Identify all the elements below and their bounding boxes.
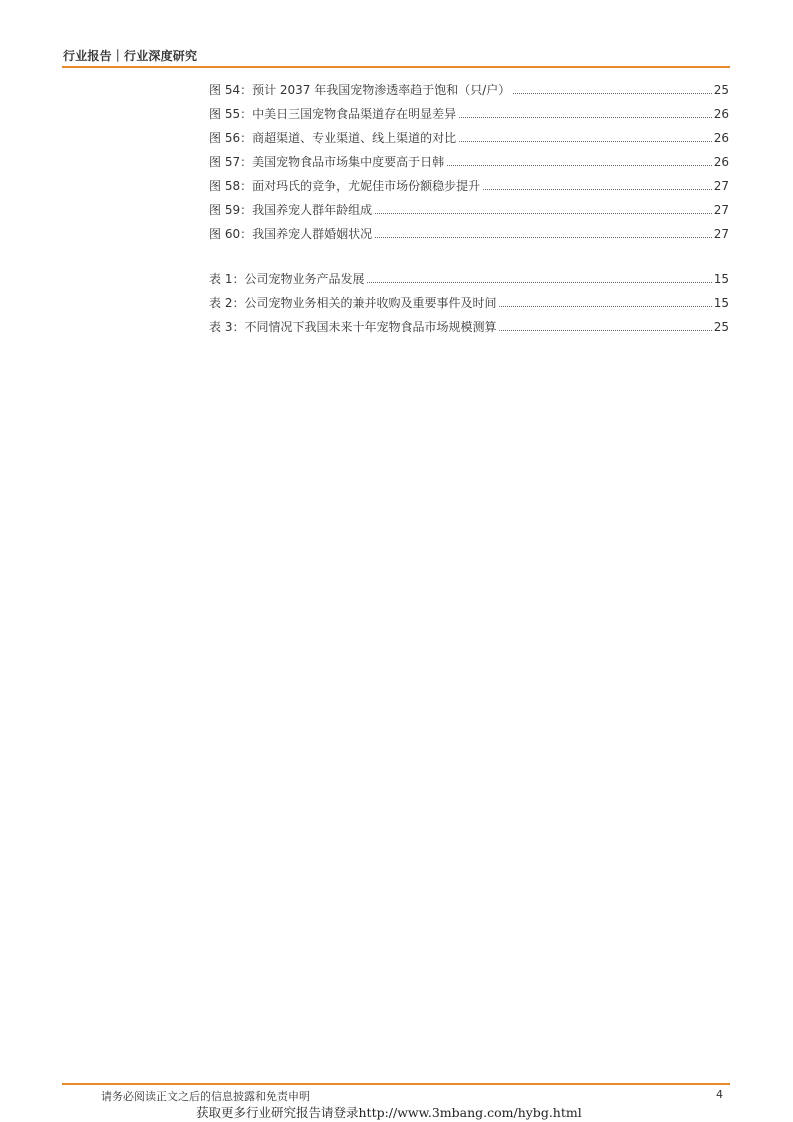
toc-dot-leader <box>375 237 712 238</box>
toc-dot-leader <box>499 330 711 331</box>
toc-entry-page: 27 <box>713 203 729 217</box>
toc-entry-label: 图 58：面对玛氏的竞争，尤妮佳市场份额稳步提升 <box>209 179 481 193</box>
toc-entry-page: 15 <box>713 296 729 310</box>
toc-entry-label: 图 55：中美日三国宠物食品渠道存在明显差异 <box>209 107 457 121</box>
toc-entry-figure-58[interactable] <box>209 171 729 195</box>
toc-entry-table-2[interactable] <box>209 288 729 312</box>
toc-entry-figure-56[interactable] <box>209 123 729 147</box>
toc-dot-leader <box>459 141 712 142</box>
page-number: 4 <box>716 1088 723 1101</box>
toc-entry-page: 26 <box>713 131 729 145</box>
toc-entry-label: 表 2：公司宠物业务相关的兼并收购及重要事件及时间 <box>209 296 497 310</box>
toc-entry-table-3[interactable] <box>209 312 729 336</box>
toc-entry-label: 图 56：商超渠道、专业渠道、线上渠道的对比 <box>209 131 457 145</box>
toc-entry-figure-59[interactable] <box>209 195 729 219</box>
toc-entry-figure-55[interactable] <box>209 99 729 123</box>
toc-entry-label: 图 60：我国养宠人群婚姻状况 <box>209 227 373 241</box>
toc-dot-leader <box>483 189 712 190</box>
toc-entry-label: 表 1：公司宠物业务产品发展 <box>209 272 365 286</box>
toc-dot-leader <box>513 93 711 94</box>
toc-entry-figure-54[interactable] <box>209 75 729 99</box>
toc-dot-leader <box>375 213 712 214</box>
toc-entry-page: 15 <box>713 272 729 286</box>
toc-dot-leader <box>459 117 712 118</box>
footer-disclaimer: 请务必阅读正文之后的信息披露和免责申明 <box>101 1090 310 1103</box>
toc-entry-label: 图 57：美国宠物食品市场集中度要高于日韩 <box>209 155 445 169</box>
toc-entry-table-1[interactable] <box>209 264 729 288</box>
toc-entry-page: 27 <box>713 227 729 241</box>
footer-promo-link[interactable]: 获取更多行业研究报告请登录http://www.3mbang.com/hybg.html <box>196 1105 582 1120</box>
figure-list <box>209 75 729 243</box>
toc-entry-page: 26 <box>713 155 729 169</box>
toc-entry-label: 表 3：不同情况下我国未来十年宠物食品市场规模测算 <box>209 320 497 334</box>
toc-dot-leader <box>367 282 711 283</box>
toc-entry-figure-60[interactable] <box>209 219 729 243</box>
toc-entry-figure-57[interactable] <box>209 147 729 171</box>
toc-dot-leader <box>447 165 712 166</box>
toc-entry-page: 27 <box>713 179 729 193</box>
toc-entry-label: 图 54：预计 2037 年我国宠物渗透率趋于饱和（只/户） <box>209 83 511 97</box>
toc-dot-leader <box>499 306 711 307</box>
toc-entry-label: 图 59：我国养宠人群年龄组成 <box>209 203 373 217</box>
toc-entry-page: 25 <box>713 83 729 97</box>
toc-entry-page: 25 <box>713 320 729 334</box>
toc-entry-page: 26 <box>713 107 729 121</box>
table-list <box>209 264 729 336</box>
header-divider <box>62 66 730 68</box>
footer-divider <box>62 1083 730 1085</box>
report-header-title: 行业报告｜行业深度研究 <box>63 49 198 63</box>
